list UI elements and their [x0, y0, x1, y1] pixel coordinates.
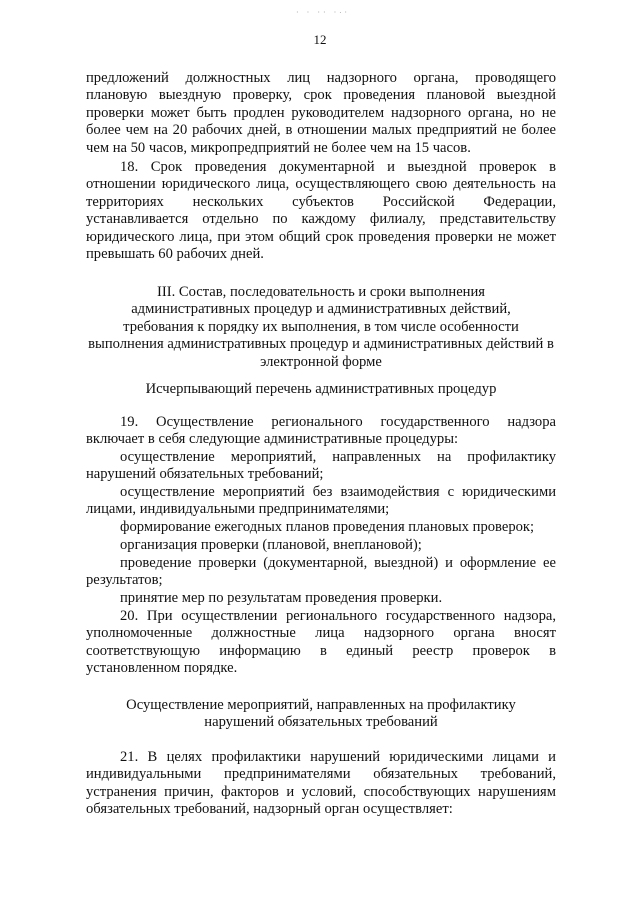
section-3-heading-line: требования к порядку их выполнения, в том числе особенности: [123, 318, 519, 335]
paragraph-18: 18. Срок проведения документарной и выездной проверок в отношении юридического лица, осуществляющего свою деятельность на территориях нескольких субъектов Российской Федерации, устанавливается отдельно по каждому филиалу, представительству юридического лица, при этом общий срок проведения проверки не может превышать 60 рабочих дней.: [86, 159, 556, 263]
subheading-prevention-line: нарушений обязательных требований: [204, 714, 438, 731]
section-3-heading-line: III. Состав, последовательность и сроки выполнения: [156, 284, 486, 300]
paragraph-21: 21. В целях профилактики нарушений юридическими лицами и индивидуальными предпринимателями обязательных требований, устранения причин, факторов и условий, способствующих нарушениям обязательных требований, надзорный орган осуществляет:: [86, 749, 556, 818]
paragraph-continuation: предложений должностных лиц надзорного органа, проводящего плановую выездную проверку, срок проведения плановой выездной проверки может быть продлен руководителем надзорного органа, но не более чем на 20 рабочих дней, в отношении малых предприятий не более чем на 50 часов, микропредприятий не более чем на 15 часов.: [86, 70, 556, 156]
page-number: 12: [313, 32, 327, 47]
list-item-6: принятие мер по результатам проведения проверки.: [120, 590, 443, 606]
section-3-heading-line: административных процедур и административных действий,: [131, 301, 511, 318]
section-3-heading: [86, 284, 556, 371]
paragraph-20: 20. При осуществлении регионального государственного надзора, уполномоченные должностные лица надзорного органа вносят соответствующую информацию в единый реестр проверок в установленном порядке.: [86, 608, 556, 677]
scan-marks: · · ·· ·∙·: [296, 8, 350, 17]
list-item-3: формирование ежегодных планов проведения плановых проверок;: [120, 519, 535, 535]
section-3-heading-line: электронной форме: [260, 353, 382, 370]
paragraph-19: 19. Осуществление регионального государственного надзора включает в себя следующие административные процедуры:: [86, 414, 556, 448]
subheading-prevention-line: Осуществление мероприятий, направленных на профилактику: [126, 697, 516, 713]
subheading-prevention: [86, 697, 556, 732]
list-item-4: организация проверки (плановой, внеплановой);: [120, 537, 422, 553]
subheading-procedures-list: Исчерпывающий перечень административных процедур: [145, 381, 497, 397]
list-item-2: осуществление мероприятий без взаимодействия с юридическими лицами, индивидуальными предпринимателями;: [86, 484, 556, 518]
section-3-heading-line: выполнения административных процедур и административных действий в: [88, 336, 554, 353]
list-item-5: проведение проверки (документарной, выездной) и оформление ее результатов;: [86, 555, 556, 589]
list-item-1: осуществление мероприятий, направленных на профилактику нарушений обязательных требований;: [86, 449, 556, 483]
